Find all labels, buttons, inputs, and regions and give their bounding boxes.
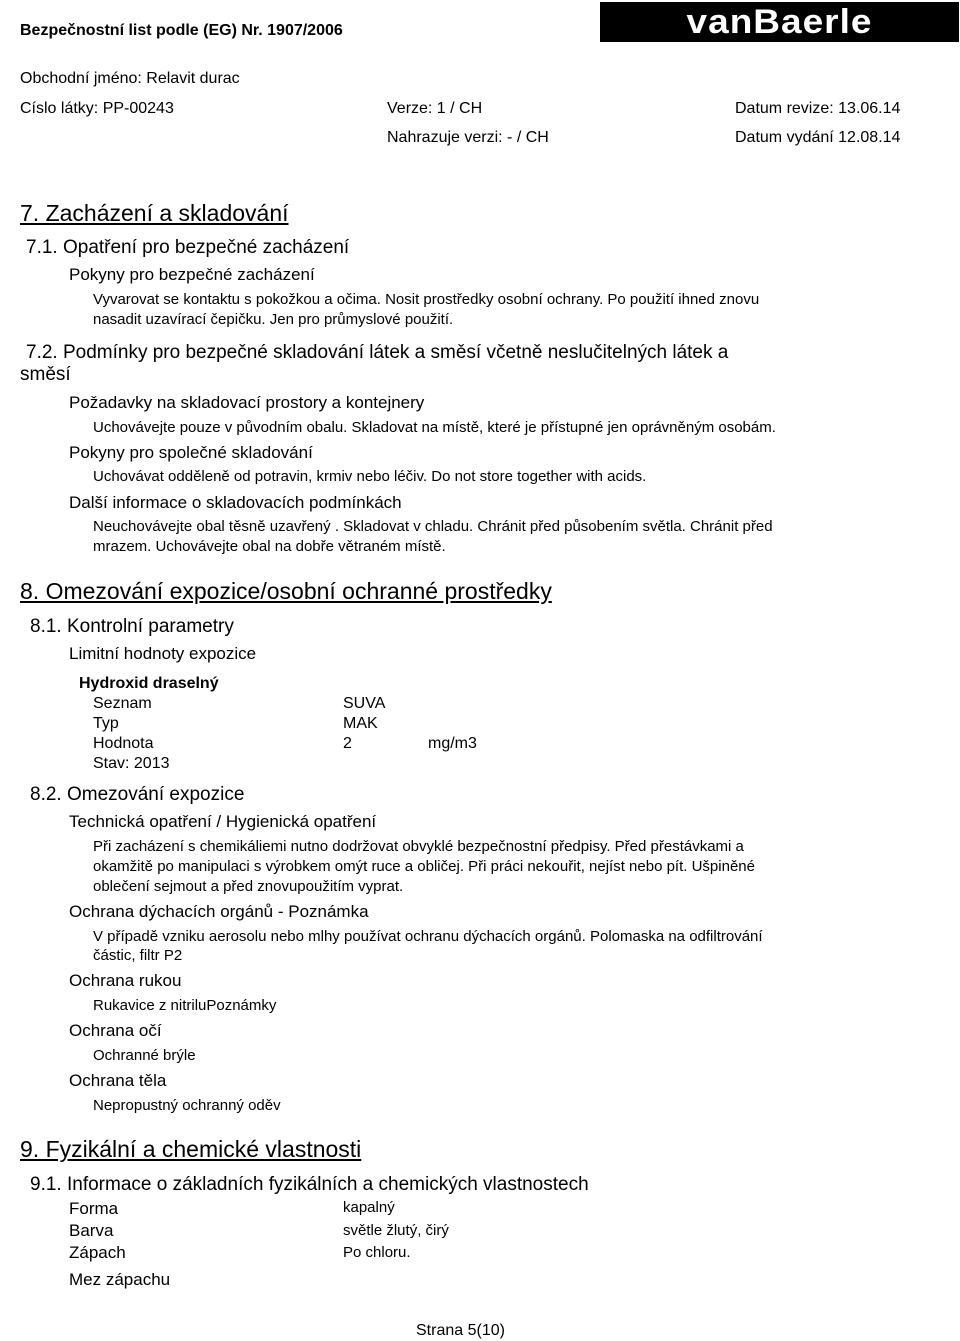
limit-row-unit: mg/m3	[428, 735, 477, 752]
property-value: kapalný	[343, 1199, 395, 1216]
section-9-title: 9. Fyzikální a chemické vlastnosti	[20, 1136, 362, 1162]
document-title: Bezpečnostní list podle (EG) Nr. 1907/2006	[20, 22, 343, 39]
joint-storage-title: Pokyny pro společné skladování	[69, 443, 313, 462]
replaces-version: Nahrazuje verzi: - / CH	[387, 129, 549, 146]
section-8-1-title: 8.1. Kontrolní parametry	[30, 616, 234, 637]
safe-handling-subtitle: Pokyny pro bezpečné zacházení	[69, 265, 315, 284]
safe-handling-text-1: Vyvarovat se kontaktu s pokožkou a očima. Nosit prostředky osobní ochrany. Po použití ihned znovu	[93, 291, 760, 308]
joint-storage-text: Uchovávat odděleně od potravin, krmiv nebo léčiv. Do not store together with acids.	[93, 468, 647, 485]
section-9-1-title: 9.1. Informace o základních fyzikálních a chemických vlastnostech	[30, 1174, 589, 1195]
limit-status: Stav: 2013	[93, 755, 170, 772]
limit-row-label: Seznam	[93, 695, 152, 712]
safe-handling-text-2: nasadit uzavírací čepičku. Jen pro průmyslové použití.	[93, 311, 454, 328]
respiratory-protection-title: Ochrana dýchacích orgánů - Poznámka	[69, 902, 369, 921]
technical-measures-text-3: oblečení sejmout a před znovupoužitím vyprat.	[93, 878, 404, 895]
body-protection-title: Ochrana těla	[69, 1071, 167, 1090]
storage-info-text-2: mrazem. Uchovávejte obal na dobře větraném místě.	[93, 538, 446, 555]
section-7-2-title-2: směsí	[20, 364, 71, 385]
storage-requirements-text: Uchovávejte pouze v původním obalu. Skladovat na místě, které je přístupné jen oprávněným osobám.	[93, 419, 776, 436]
issue-date: Datum vydání 12.08.14	[735, 129, 901, 146]
section-8-title: 8. Omezování expozice/osobní ochranné prostředky	[20, 578, 552, 604]
limit-row-label: Typ	[93, 715, 119, 732]
limit-row-value: MAK	[343, 715, 378, 732]
limit-row-label: Hodnota	[93, 735, 154, 752]
body-protection-text: Nepropustný ochranný oděv	[93, 1097, 281, 1114]
company-logo	[600, 2, 959, 42]
property-label: Barva	[69, 1221, 114, 1240]
storage-info-text-1: Neuchovávejte obal těsně uzavřený . Skladovat v chladu. Chránit před působením světla. Chránit před	[93, 518, 773, 535]
page-number: Strana 5(10)	[416, 1322, 505, 1339]
technical-measures-text-1: Při zacházení s chemikáliemi nutno dodržovat obvyklé bezpečnostní předpisy. Před přestávkami a	[93, 838, 744, 855]
substance-name: Hydroxid draselný	[79, 675, 219, 692]
limit-row-value: SUVA	[343, 695, 386, 712]
respiratory-protection-text-1: V případě vzniku aerosolu nebo mlhy používat ochranu dýchacích orgánů. Polomaska na odfiltrování	[93, 928, 763, 945]
hand-protection-title: Ochrana rukou	[69, 971, 182, 990]
section-7-title: 7. Zacházení a skladování	[20, 200, 289, 226]
eye-protection-title: Ochrana očí	[69, 1021, 162, 1040]
section-7-2-title-1: 7.2. Podmínky pro bezpečné skladování látek a směsí včetně neslučitelných látek a	[26, 342, 729, 363]
exposure-limits-title: Limitní hodnoty expozice	[69, 644, 257, 663]
property-value: světle žlutý, čirý	[343, 1222, 449, 1239]
storage-info-title: Další informace o skladovacích podmínkách	[69, 493, 402, 512]
hand-protection-text: Rukavice z nitriluPoznámky	[93, 997, 277, 1014]
substance-number: Císlo látky: PP-00243	[20, 100, 174, 117]
property-label: Zápach	[69, 1243, 126, 1262]
eye-protection-text: Ochranné brýle	[93, 1047, 196, 1064]
version: Verze: 1 / CH	[387, 100, 483, 117]
technical-measures-title: Technická opatření / Hygienická opatření	[69, 812, 377, 831]
limit-row-value: 2	[343, 735, 352, 752]
technical-measures-text-2: okamžitě po manipulaci s výrobkem omýt ruce a obličej. Při práci nekouřit, nejíst nebo pít. Ušpiněné	[93, 858, 755, 875]
section-7-1-title: 7.1. Opatření pro bezpečné zacházení	[26, 237, 350, 258]
property-value: Po chloru.	[343, 1244, 411, 1261]
revision-date: Datum revize: 13.06.14	[735, 100, 901, 117]
storage-requirements-title: Požadavky na skladovací prostory a kontejnery	[69, 393, 425, 412]
logo-text: vanBaerle	[686, 2, 873, 41]
respiratory-protection-text-2: částic, filtr P2	[93, 947, 183, 964]
trade-name: Obchodní jméno: Relavit durac	[20, 70, 240, 87]
property-label: Mez zápachu	[69, 1270, 171, 1289]
property-label: Forma	[69, 1199, 119, 1218]
section-8-2-title: 8.2. Omezování expozice	[30, 784, 245, 805]
